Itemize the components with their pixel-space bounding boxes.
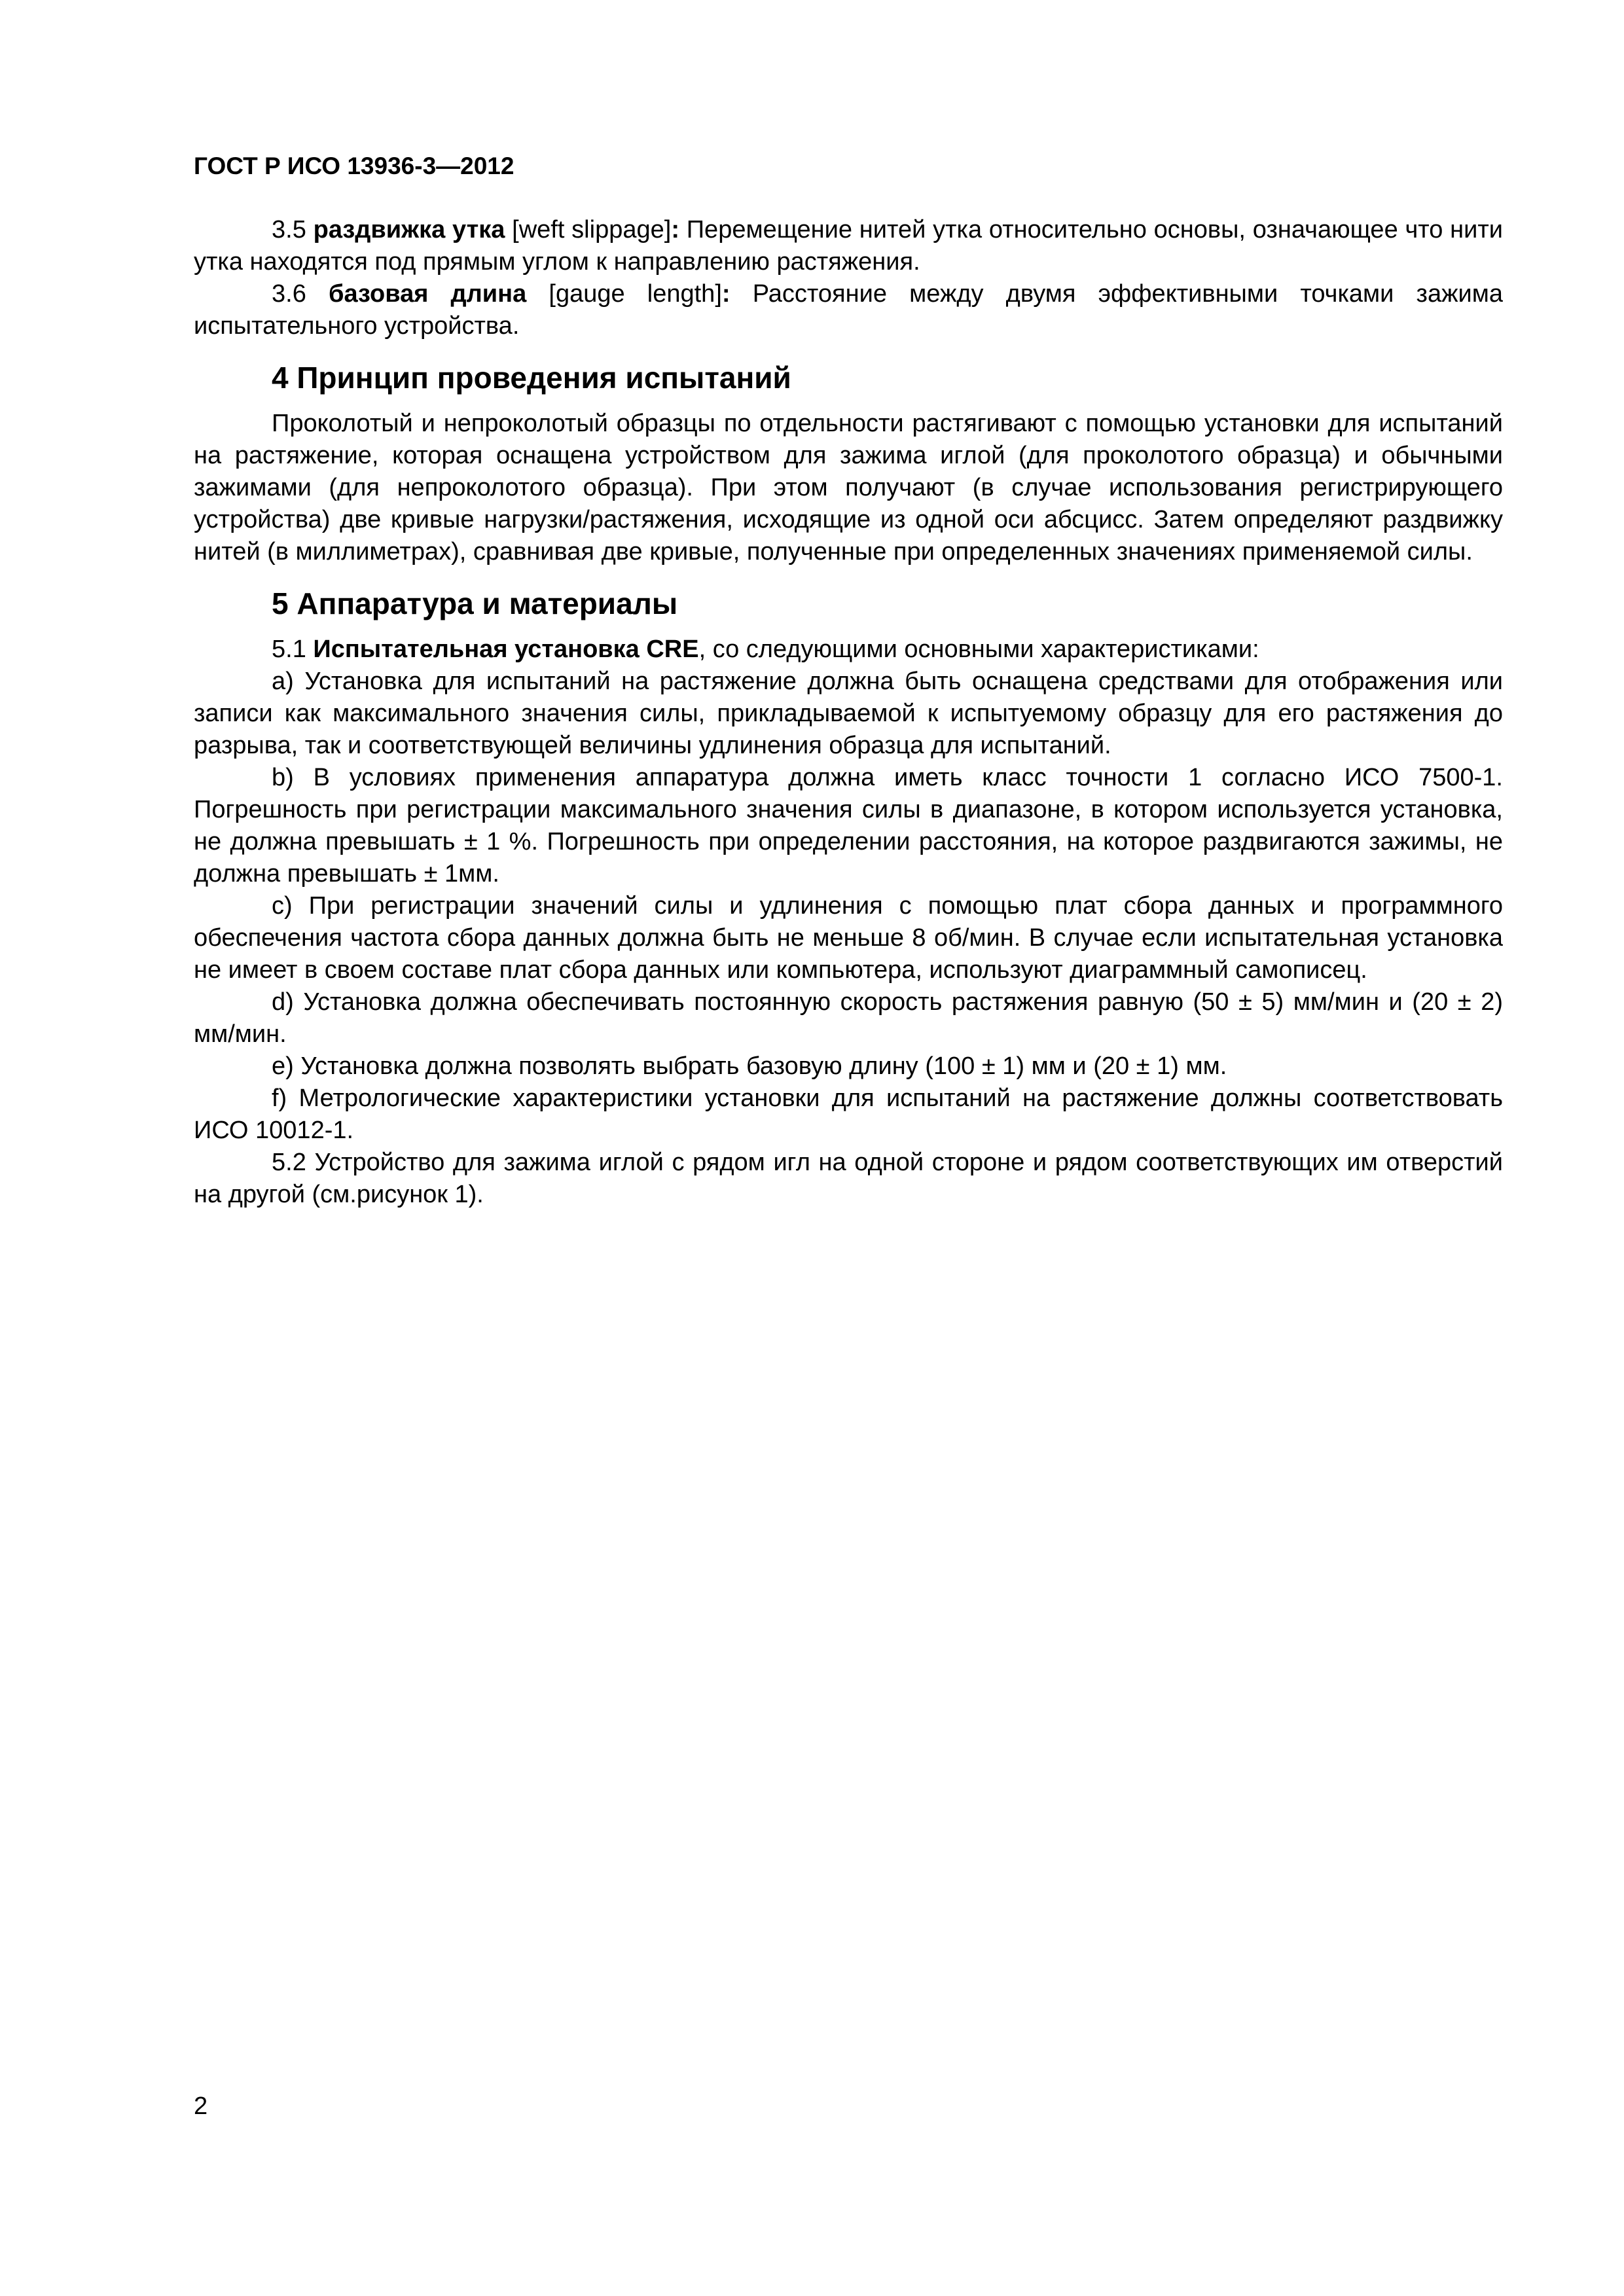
clause-5-1 xyxy=(194,634,1503,666)
term-colon: : xyxy=(721,280,731,308)
document-code-header: ГОСТ Р ИСО 13936-3—2012 xyxy=(194,152,514,179)
term-definition: Расстояние между двумя эффективными точками зажима испытательного устройства. xyxy=(194,280,1504,340)
term-english: [gauge length] xyxy=(526,280,722,308)
item-f: f) Метрологические характеристики установки для испытаний на растяжение должны соответствовать ИСО 10012-1. xyxy=(194,1085,1503,1144)
term-bold: Испытательная установка CRE xyxy=(313,636,699,663)
clause-5-2: 5.2 Устройство для зажима иглой с рядом игл на одной стороне и рядом соответствующих им отверстий на другой (см.рисунок 1). xyxy=(194,1149,1503,1208)
clause-3-6 xyxy=(194,278,1503,342)
item-b: b) В условиях применения аппаратура должна иметь класс точности 1 согласно ИСО 7500-1. Погрешность при регистрации максимального значения силы в диапазоне, в котором используется установка, не должна превышать ± 1 %. Погрешность при определении расстояния, на которое раздвигаются зажимы, не должна превышать ± 1мм. xyxy=(194,764,1503,888)
clause-text: , со следующими основными характеристиками: xyxy=(698,636,1259,663)
term-bold: базовая длина xyxy=(328,280,527,308)
document-body xyxy=(194,214,1503,1211)
section-4-heading: 4 Принцип проведения испытаний xyxy=(272,361,791,395)
clause-number: 3.6 xyxy=(272,280,329,308)
item-e: e) Установка должна позволять выбрать базовую длину (100 ± 1) мм и (20 ± 1) мм. xyxy=(272,1052,1227,1080)
term-english: [weft slippage] xyxy=(505,216,672,243)
term-bold: раздвижка утка xyxy=(313,216,505,243)
item-c: c) При регистрации значений силы и удлинения с помощью плат сбора данных и программного обеспечения частота сбора данных должна быть не меньше 8 об/мин. В случае если испытательная установка не имеет в своем составе плат сбора данных или компьютера, используют диаграммный самописец. xyxy=(194,892,1503,984)
page-number: 2 xyxy=(194,2092,208,2120)
term-colon: : xyxy=(671,216,679,243)
clause-3-5 xyxy=(194,214,1503,278)
clause-number: 5.1 xyxy=(272,636,314,663)
section-4-paragraph: Проколотый и непроколотый образцы по отдельности растягивают с помощью установки для испытаний на растяжение, которая оснащена устройством для зажима иглой (для проколотого образца) и обычными зажимами (для непроколотого образца). При этом получают (в случае использования регистрирующего устройства) две кривые нагрузки/растяжения, исходящие из одной оси абсцисс. Затем определяют раздвижку нитей (в миллиметрах), сравнивая две кривые, полученные при определенных значениях применяемой силы. xyxy=(194,410,1503,565)
item-a: a) Установка для испытаний на растяжение должна быть оснащена средствами для отображения или записи как максимального значения силы, прикладываемой к испытуемому образцу для его растяжения до разрыва, так и соответствующей величины удлинения образца для испытаний. xyxy=(194,668,1503,759)
clause-number: 3.5 xyxy=(272,216,314,243)
term-definition: Перемещение нитей утка относительно основы, означающее что нити утка находятся под прямым углом к направлению растяжения. xyxy=(194,216,1503,276)
section-5-heading: 5 Аппаратура и материалы xyxy=(272,586,678,620)
item-d: d) Установка должна обеспечивать постоянную скорость растяжения равную (50 ± 5) мм/мин и (20 ± 2) мм/мин. xyxy=(194,988,1503,1048)
